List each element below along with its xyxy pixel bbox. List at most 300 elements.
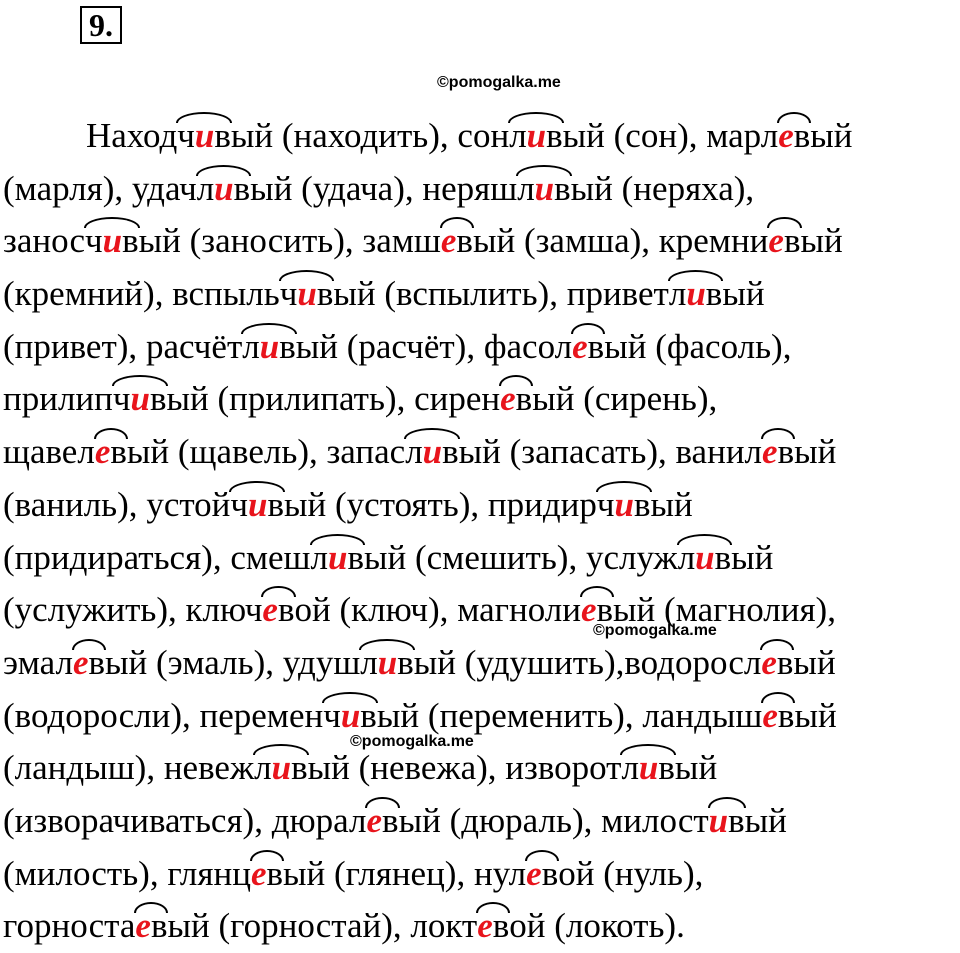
plain-text: (сирень), <box>574 379 718 419</box>
plain-text: (заносить), <box>180 221 363 261</box>
suffix-vowel: е <box>761 642 777 682</box>
suffix-vowel: е <box>762 695 778 735</box>
suffix-consonant: ч <box>177 116 195 155</box>
suffix-mark <box>441 215 473 268</box>
suffix-end: в <box>316 274 334 314</box>
word-ending: ой <box>558 853 595 893</box>
plain-text: (устоять), <box>326 484 488 524</box>
suffix-arc <box>365 797 399 808</box>
suffix-end: в <box>777 432 795 472</box>
word-root: ландыш <box>642 695 763 735</box>
plain-text: (расчёт), <box>337 326 484 366</box>
watermark-middle: ©pomogalka.me <box>593 622 717 639</box>
suffix-mark <box>526 848 558 901</box>
text-line <box>3 900 957 953</box>
suffix-vowel: е <box>477 906 493 946</box>
suffix-arc <box>196 165 251 176</box>
plain-text: (водоросли), <box>3 695 200 735</box>
suffix-arc <box>404 428 459 439</box>
text-line <box>3 690 957 743</box>
word-root: кремни <box>658 221 769 261</box>
suffix-mark <box>768 215 800 268</box>
word-root: изворот <box>505 748 622 788</box>
suffix-mark <box>517 163 570 216</box>
plain-text: (изворачиваться), <box>3 800 272 840</box>
adjective-word <box>200 696 420 735</box>
suffix-end: в <box>382 800 399 840</box>
word-ending: ый <box>376 695 420 735</box>
text-line <box>3 742 957 795</box>
adjective-word <box>488 485 693 524</box>
suffix-mark <box>762 690 794 743</box>
word-root: устой <box>146 484 231 524</box>
suffix-mark <box>572 321 604 374</box>
suffix-end: в <box>456 221 473 261</box>
word-root: милост <box>601 800 709 840</box>
suffix-end: в <box>793 116 811 155</box>
plain-text: (вспылить), <box>375 274 567 314</box>
adjective-word <box>601 801 787 840</box>
suffix-end: в <box>291 748 308 788</box>
suffix-mark <box>197 163 250 216</box>
adjective-word <box>484 327 647 366</box>
suffix-vowel: е <box>580 590 597 630</box>
suffix-vowel: и <box>214 168 234 208</box>
suffix-mark <box>709 795 745 848</box>
word-root: нул <box>473 853 527 893</box>
exercise-text <box>3 110 957 953</box>
adjective-word <box>659 221 843 260</box>
suffix-mark <box>73 637 105 690</box>
plain-text: (находить), <box>273 116 458 155</box>
suffix-mark <box>323 690 377 743</box>
suffix-end: в <box>88 642 106 682</box>
plain-text: (ландыш), <box>3 748 164 788</box>
suffix-mark <box>135 900 167 953</box>
word-ending: ый <box>250 168 293 208</box>
plain-text: (удача), <box>292 168 423 208</box>
suffix-end: в <box>149 379 167 419</box>
word-root: вспыль <box>172 274 280 314</box>
plain-text: (неряха), <box>612 168 755 208</box>
word-ending: ый <box>333 274 376 314</box>
suffix-arc <box>359 639 414 650</box>
text-line <box>3 215 957 268</box>
word-ending: ый <box>105 642 148 682</box>
suffix-vowel: и <box>102 221 123 261</box>
word-root: щавел <box>3 432 95 472</box>
word-ending: ый <box>722 274 765 314</box>
suffix-arc <box>72 639 106 650</box>
word-ending: ый <box>307 748 350 788</box>
word-ending: ый <box>810 116 853 155</box>
text-line <box>3 795 957 848</box>
suffix-arc <box>499 375 533 386</box>
suffix-mark <box>360 637 413 690</box>
word-ending: ый <box>613 590 656 630</box>
word-root: удач <box>131 168 197 208</box>
word-root: смеш <box>230 537 311 577</box>
text-line <box>3 637 957 690</box>
word-ending: ый <box>744 800 787 840</box>
text-line <box>3 584 957 637</box>
suffix-mark <box>477 900 509 953</box>
text-line <box>3 373 957 426</box>
suffix-end: в <box>714 537 732 577</box>
watermark-lower: ©pomogalka.me <box>350 733 474 750</box>
plain-text: (ключ), <box>330 590 458 630</box>
adjective-word <box>505 748 717 787</box>
word-root: расчёт <box>145 326 243 366</box>
word-ending: ый <box>562 116 605 155</box>
adjective-word <box>457 590 655 629</box>
exercise-number: 9. <box>80 6 122 44</box>
suffix-end: в <box>633 484 651 524</box>
adjective-word <box>642 696 836 735</box>
suffix-end: в <box>492 906 510 946</box>
suffix-consonant: л <box>677 537 696 577</box>
text-line <box>3 268 957 321</box>
word-ending: ый <box>283 853 326 893</box>
text-line <box>3 110 957 163</box>
suffix-end: в <box>596 590 614 630</box>
word-ending: ый <box>794 432 837 472</box>
word-root: неряш <box>422 168 518 208</box>
suffix-vowel: и <box>534 168 555 208</box>
text-line <box>3 426 957 479</box>
suffix-vowel: и <box>194 116 215 155</box>
adjective-word <box>457 116 604 155</box>
suffix-vowel: и <box>271 748 292 788</box>
plain-text: (невежа), <box>349 748 506 788</box>
plain-text: (дюраль), <box>440 800 602 840</box>
suffix-consonant: л <box>196 168 215 208</box>
text-line <box>3 163 957 216</box>
suffix-arc <box>253 744 308 755</box>
suffix-arc <box>571 323 605 334</box>
suffix-mark <box>280 268 334 321</box>
adjective-word <box>186 590 331 629</box>
suffix-consonant: л <box>360 642 378 682</box>
suffix-arc <box>310 534 365 545</box>
suffix-end: в <box>397 642 414 682</box>
suffix-end: в <box>777 695 795 735</box>
suffix-mark <box>762 426 794 479</box>
word-root: сирен <box>414 379 501 419</box>
plain-text: (сон), <box>604 116 707 155</box>
word-ending: ый <box>126 432 170 472</box>
suffix-mark <box>262 584 294 637</box>
suffix-end: в <box>587 326 605 366</box>
word-root: эмал <box>3 642 73 682</box>
adjective-word <box>272 801 441 840</box>
adjective-word <box>414 379 574 418</box>
adjective-word <box>3 643 147 682</box>
word-ending: ый <box>674 748 718 788</box>
suffix-end: в <box>150 906 168 946</box>
adjective-word <box>586 538 773 577</box>
word-root: прилип <box>3 379 113 419</box>
plain-text: (придираться), <box>3 537 231 577</box>
suffix-arc <box>580 586 614 597</box>
word-ending: ый <box>570 168 613 208</box>
suffix-arc <box>241 323 296 334</box>
plain-text: (смешить), <box>406 537 586 577</box>
text-line <box>3 479 957 532</box>
suffix-end: в <box>776 642 794 682</box>
word-root: Наход <box>86 116 178 155</box>
adjective-word <box>167 854 325 893</box>
adjective-word <box>3 432 169 471</box>
suffix-vowel: е <box>366 800 383 840</box>
adjective-word <box>567 274 765 313</box>
word-ending: ый <box>138 221 181 261</box>
word-ending: ый <box>167 906 210 946</box>
word-root: невеж <box>163 748 255 788</box>
suffix-mark <box>621 742 674 795</box>
suffix-mark <box>95 426 127 479</box>
suffix-vowel: и <box>248 484 268 524</box>
suffix-mark <box>177 110 231 163</box>
word-ending: ый <box>166 379 209 419</box>
word-root: марл <box>706 116 779 155</box>
suffix-arc <box>767 217 801 228</box>
suffix-end: в <box>122 221 139 261</box>
suffix-arc <box>112 375 168 386</box>
suffix-consonant: л <box>517 168 535 208</box>
suffix-vowel: е <box>262 590 278 630</box>
plain-text: (запасать), <box>500 432 676 472</box>
plain-text: (марля), <box>3 168 132 208</box>
suffix-end: в <box>541 853 559 893</box>
suffix-vowel: и <box>422 432 443 472</box>
suffix-consonant: л <box>310 537 328 577</box>
suffix-mark <box>500 373 532 426</box>
suffix-vowel: и <box>297 274 317 314</box>
suffix-end: в <box>110 432 127 472</box>
word-root: удуш <box>282 642 361 682</box>
adjective-word <box>146 485 326 524</box>
word-ending: ой <box>294 590 331 630</box>
word-root: водоросл <box>624 642 762 682</box>
word-root: перемен <box>199 695 324 735</box>
suffix-vowel: е <box>94 432 111 472</box>
suffix-consonant: ч <box>323 695 341 735</box>
suffix-vowel: и <box>686 274 706 314</box>
text-line <box>3 532 957 585</box>
suffix-end: в <box>554 168 571 208</box>
suffix-mark <box>113 373 167 426</box>
suffix-arc <box>525 850 559 861</box>
word-ending: ый <box>458 432 501 472</box>
suffix-end: в <box>442 432 459 472</box>
word-root: придир <box>487 484 597 524</box>
suffix-end: в <box>279 326 296 366</box>
suffix-end: в <box>347 537 364 577</box>
suffix-mark <box>509 110 562 163</box>
suffix-arc <box>761 692 795 703</box>
adjective-word <box>675 432 836 471</box>
word-ending: ый <box>363 537 407 577</box>
suffix-mark <box>85 215 139 268</box>
word-ending: ый <box>230 116 274 155</box>
suffix-end: в <box>233 168 251 208</box>
suffix-vowel: е <box>135 906 151 946</box>
adjective-word <box>624 643 835 682</box>
adjective-word <box>422 169 613 208</box>
suffix-arc <box>708 797 746 808</box>
suffix-arc <box>440 217 474 228</box>
suffix-end: в <box>515 379 533 419</box>
text-line <box>3 321 957 374</box>
word-root: сон <box>457 116 510 155</box>
adjective-word <box>3 221 181 260</box>
suffix-arc <box>516 165 571 176</box>
suffix-consonant: ч <box>230 484 249 524</box>
suffix-arc <box>777 112 811 123</box>
adjective-word <box>132 169 293 208</box>
suffix-end: в <box>546 116 563 155</box>
suffix-arc <box>250 850 284 861</box>
word-root: дюрал <box>271 800 367 840</box>
suffix-arc <box>279 270 335 281</box>
word-ending: ый <box>284 484 327 524</box>
word-root: замш <box>362 221 441 261</box>
suffix-vowel: е <box>526 853 542 893</box>
suffix-mark <box>251 848 283 901</box>
adjective-word <box>146 327 338 366</box>
suffix-end: в <box>728 800 745 840</box>
adjective-word <box>3 906 210 945</box>
plain-text: (замша), <box>515 221 659 261</box>
adjective-word <box>326 432 500 471</box>
suffix-arc <box>668 270 723 281</box>
plain-text: (прилипать), <box>208 379 415 419</box>
suffix-vowel: и <box>130 379 150 419</box>
suffix-mark <box>254 742 307 795</box>
suffix-arc <box>476 902 510 913</box>
suffix-vowel: и <box>638 748 659 788</box>
word-ending: ый <box>800 221 843 261</box>
word-ending: ый <box>794 695 837 735</box>
plain-text: (фасоль), <box>646 326 792 366</box>
suffix-end: в <box>277 590 295 630</box>
suffix-mark <box>669 268 722 321</box>
suffix-consonant: ч <box>279 274 298 314</box>
adjective-word <box>86 116 273 155</box>
suffix-vowel: и <box>327 537 348 577</box>
word-root: запас <box>326 432 406 472</box>
plain-text: (кремний), <box>3 274 173 314</box>
suffix-arc <box>596 481 652 492</box>
suffix-end: в <box>266 853 284 893</box>
plain-text: (переменить), <box>419 695 643 735</box>
suffix-arc <box>760 639 794 650</box>
suffix-mark <box>761 637 793 690</box>
suffix-arc <box>229 481 285 492</box>
suffix-vowel: и <box>259 326 280 366</box>
adjective-word <box>230 538 406 577</box>
word-root: занос <box>3 221 85 261</box>
suffix-arc <box>261 586 295 597</box>
suffix-end: в <box>360 695 377 735</box>
suffix-vowel: е <box>440 221 457 261</box>
word-root: фасол <box>483 326 573 366</box>
suffix-vowel: е <box>250 853 267 893</box>
word-ending: ый <box>472 221 516 261</box>
suffix-vowel: и <box>695 537 715 577</box>
suffix-vowel: и <box>377 642 398 682</box>
word-root: локт <box>410 906 478 946</box>
suffix-mark <box>242 321 295 374</box>
suffix-mark <box>597 479 651 532</box>
word-ending: ый <box>532 379 575 419</box>
word-ending: ый <box>413 642 457 682</box>
adjective-word <box>172 274 375 313</box>
plain-text: (щавель), <box>169 432 327 472</box>
suffix-consonant: ч <box>112 379 131 419</box>
suffix-end: в <box>658 748 675 788</box>
suffix-end: в <box>214 116 231 155</box>
suffix-consonant: л <box>621 748 639 788</box>
word-root: ключ <box>185 590 263 630</box>
adjective-word <box>410 906 545 945</box>
plain-text: (услужить), <box>3 590 186 630</box>
suffix-mark <box>678 532 731 585</box>
word-root: ванил <box>675 432 763 472</box>
plain-text: (эмаль), <box>147 642 283 682</box>
plain-text: (милость), <box>3 853 168 893</box>
word-ending: ый <box>398 800 441 840</box>
plain-text: (ваниль), <box>3 484 147 524</box>
suffix-mark <box>366 795 398 848</box>
suffix-end: в <box>783 221 801 261</box>
text-line <box>3 848 957 901</box>
suffix-vowel: и <box>526 116 547 155</box>
adjective-word <box>3 379 209 418</box>
suffix-consonant: л <box>405 432 423 472</box>
word-root: магноли <box>457 590 581 630</box>
word-root: услуж <box>585 537 678 577</box>
suffix-arc <box>761 428 795 439</box>
suffix-vowel: и <box>340 695 361 735</box>
suffix-consonant: л <box>509 116 527 155</box>
adjective-word <box>362 221 515 260</box>
plain-text: (нуль), <box>594 853 704 893</box>
word-ending: ый <box>793 642 836 682</box>
watermark-top: ©pomogalka.me <box>437 74 561 91</box>
plain-text: (горностай), <box>209 906 411 946</box>
suffix-consonant: ч <box>596 484 615 524</box>
adjective-word <box>164 748 350 787</box>
suffix-consonant: л <box>668 274 687 314</box>
suffix-vowel: и <box>614 484 634 524</box>
suffix-consonant: л <box>254 748 272 788</box>
adjective-word <box>706 116 852 155</box>
suffix-vowel: и <box>708 800 729 840</box>
suffix-mark <box>581 584 613 637</box>
plain-text: (удушить), <box>456 642 625 682</box>
plain-text: (магнолия), <box>655 590 836 630</box>
adjective-word <box>474 854 594 893</box>
suffix-vowel: е <box>572 326 588 366</box>
suffix-consonant: ч <box>85 221 103 261</box>
plain-text: (глянец), <box>325 853 474 893</box>
word-ending: ый <box>650 484 693 524</box>
suffix-mark <box>311 532 364 585</box>
suffix-arc <box>84 217 140 228</box>
suffix-arc <box>620 744 675 755</box>
